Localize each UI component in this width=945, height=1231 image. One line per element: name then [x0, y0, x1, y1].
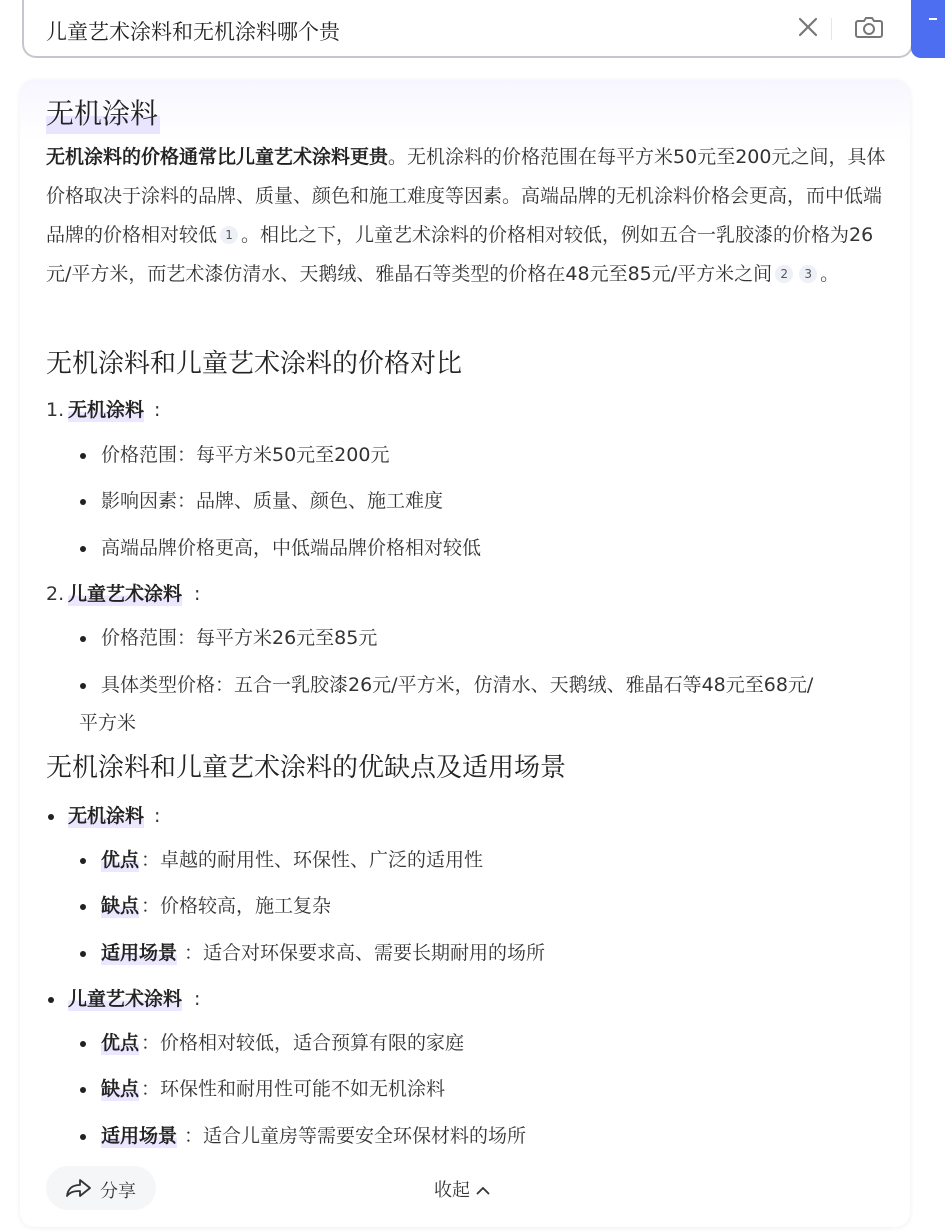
- bullet: [80, 1134, 86, 1140]
- camera-icon[interactable]: [852, 10, 886, 44]
- list-item: 缺点 ：价格较高，施工复杂: [46, 895, 886, 919]
- search-input[interactable]: 儿童艺术涂料和无机涂料哪个贵: [46, 20, 340, 44]
- list-item: 优点 ：卓越的耐用性、环保性、广泛的适用性: [46, 849, 886, 873]
- bullet: [80, 1087, 86, 1093]
- list-item: 价格范围：每平方米50元至200元: [46, 444, 886, 468]
- answer-intro: 无机涂料的价格通常比儿童艺术涂料更贵。无机涂料的价格范围在每平方米50元至200元之间，具体价格取决于涂料的品牌、质量、颜色和施工难度等因素。高端品牌的无机涂料价格会更高，而中低端品牌的价格相对较低 1 。相比之下，儿童艺术涂料的价格相对较低，例如五合一乳胶漆的价格为26元/平方米，而艺术漆仿清水、天鹅绒、雅晶石等类型的价格在48元至85元/平方米之间 2 3 。: [46, 146, 886, 285]
- bullet: [80, 546, 86, 552]
- list-item: 价格范围：每平方米26元至85元: [46, 627, 886, 651]
- search-submit-button[interactable]: [911, 0, 945, 58]
- cons-label: 缺点: [101, 895, 140, 917]
- citation-1[interactable]: 1: [220, 226, 238, 244]
- list-item: 具体类型价格：五合一乳胶漆26元/平方米，仿清水、天鹅绒、雅晶石等48元至68元/: [46, 674, 886, 698]
- item-title: 儿童艺术涂料: [68, 583, 183, 605]
- collapse-label: 收起: [434, 1180, 470, 1201]
- pros-label: 优点: [101, 849, 140, 871]
- item-title: 无机涂料: [68, 399, 145, 421]
- bullet: [80, 499, 86, 505]
- share-button[interactable]: [46, 1166, 156, 1210]
- scene-label: 适用场景: [101, 942, 178, 964]
- list-item-wrap: 平方米: [79, 712, 137, 734]
- list-item: 影响因素：品牌、质量、颜色、施工难度: [46, 490, 886, 514]
- list-item: 1. 无机涂料 :: [46, 399, 161, 421]
- close-icon[interactable]: [792, 11, 824, 43]
- bullet: [80, 453, 86, 459]
- intro-bold: 无机涂料的价格通常比儿童艺术涂料更贵: [46, 146, 389, 168]
- bullet: [80, 1041, 86, 1047]
- group-title: 无机涂料: [68, 805, 145, 827]
- list-item: 无机涂料 :: [46, 805, 886, 829]
- list-item: 缺点 ：环保性和耐用性可能不如无机涂料: [46, 1078, 886, 1102]
- list-item: 优点 ：价格相对较低，适合预算有限的家庭: [46, 1032, 886, 1056]
- chevron-up-icon: [476, 1186, 490, 1195]
- section-heading-price: 无机涂料和儿童艺术涂料的价格对比: [46, 349, 463, 379]
- bullet: [80, 858, 86, 864]
- bullet: [80, 951, 86, 957]
- list-item: 高端品牌价格更高，中低端品牌价格相对较低: [46, 537, 886, 561]
- bullet: [48, 997, 54, 1003]
- pros-label: 优点: [101, 1032, 140, 1054]
- collapse-button[interactable]: [434, 1176, 490, 1202]
- citation-3[interactable]: 3: [799, 265, 817, 283]
- bullet: [80, 636, 86, 642]
- bullet: [48, 814, 54, 820]
- group-title: 儿童艺术涂料: [68, 988, 183, 1010]
- answer-card: [20, 80, 910, 1227]
- scene-label: 适用场景: [101, 1125, 178, 1147]
- bullet: [80, 904, 86, 910]
- citation-2[interactable]: 2: [775, 265, 793, 283]
- answer-title: 无机涂料: [46, 94, 160, 134]
- bullet: [80, 683, 86, 689]
- cons-label: 缺点: [101, 1078, 140, 1100]
- list-item: 2. 儿童艺术涂料 :: [46, 583, 201, 605]
- list-item: 适用场景 ：适合对环保要求高、需要长期耐用的场所: [46, 942, 886, 966]
- list-item: 儿童艺术涂料 :: [46, 988, 886, 1012]
- share-icon: [64, 1177, 92, 1199]
- search-bar: [22, 0, 913, 58]
- answer-content: [46, 94, 888, 294]
- section-heading-pros-cons: 无机涂料和儿童艺术涂料的优缺点及适用场景: [46, 753, 567, 783]
- share-label: 分享: [100, 1181, 136, 1202]
- list-item: 适用场景 ：适合儿童房等需要安全环保材料的场所: [46, 1125, 886, 1149]
- search-divider: [831, 18, 832, 40]
